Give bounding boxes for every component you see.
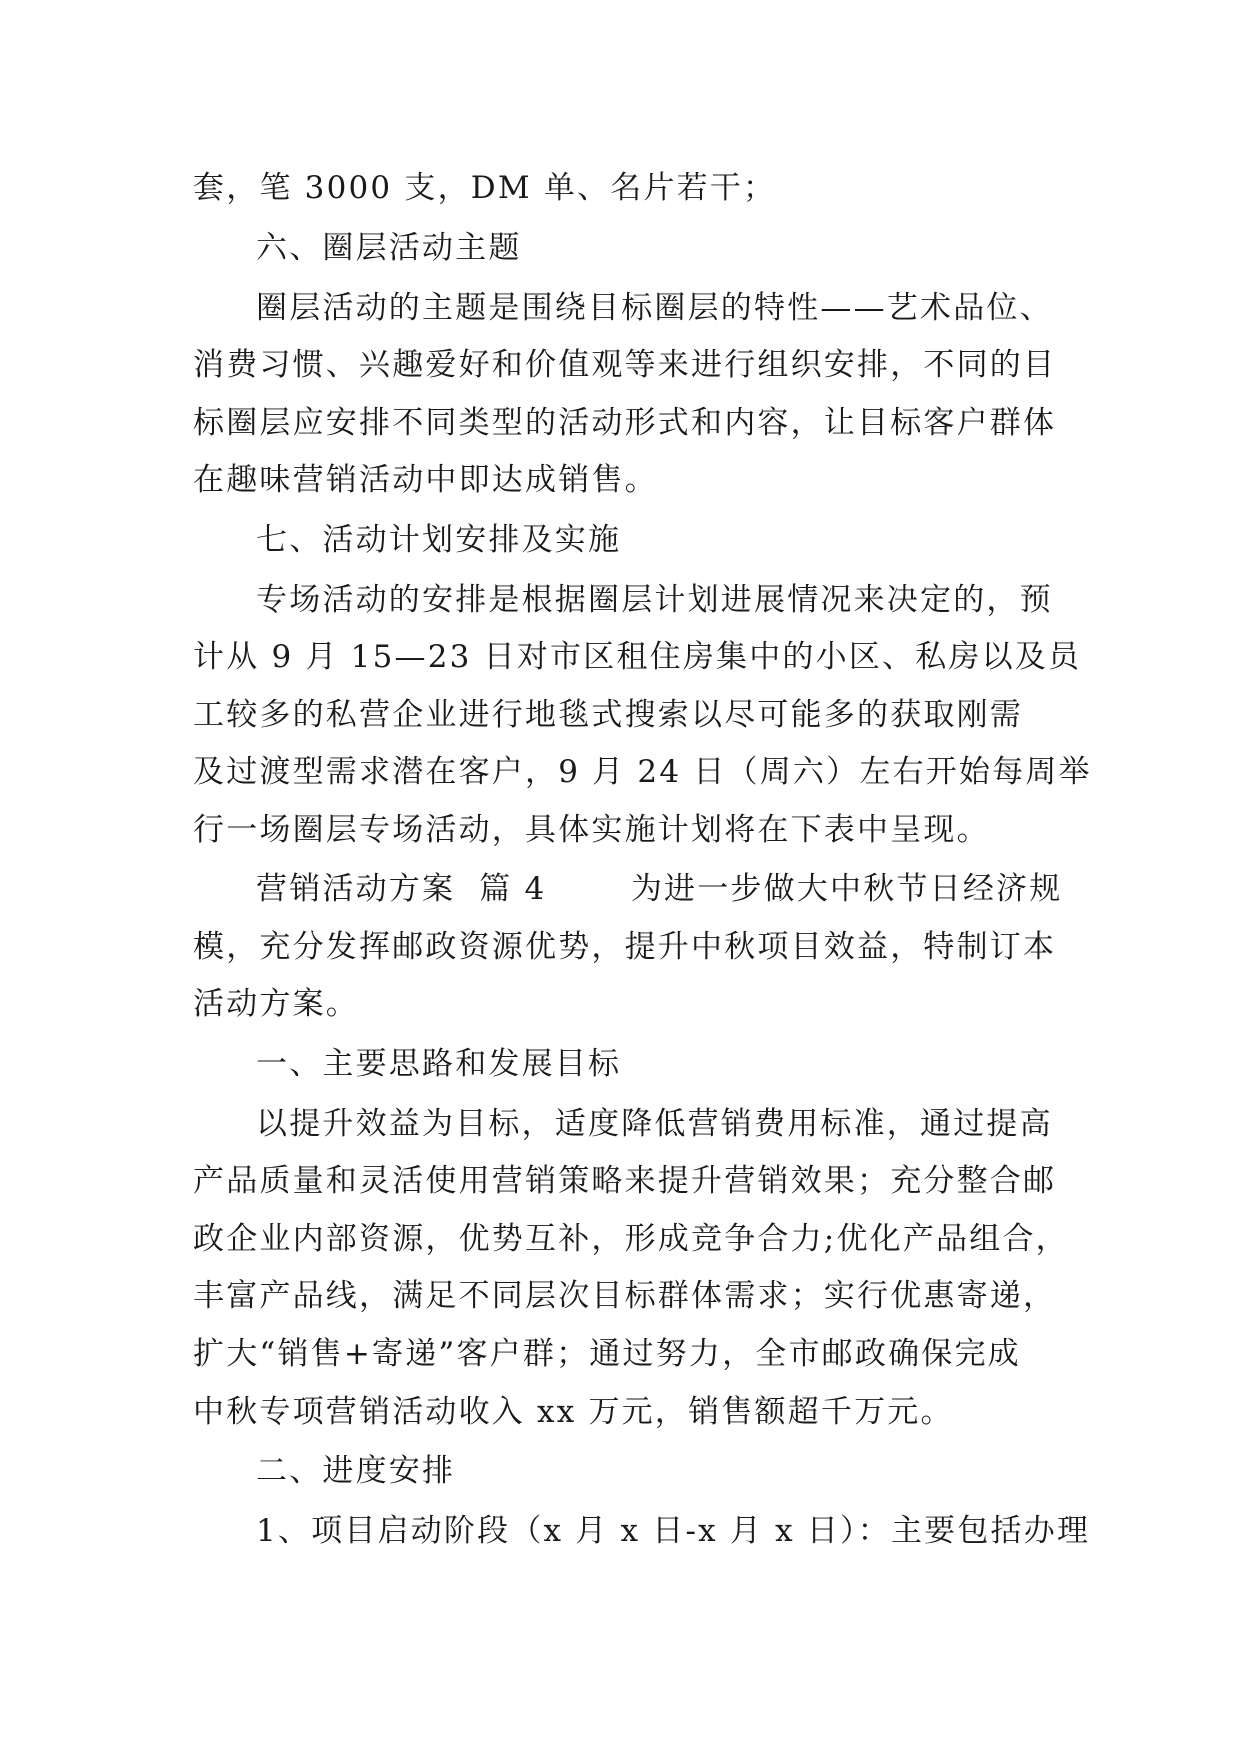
text-line: 营销活动方案 篇 4 为进一步做大中秋节日经济规 — [256, 871, 1063, 907]
text-line: 产品质量和灵活使用营销策略来提升营销效果；充分整合邮 — [193, 1163, 1057, 1199]
text-line: 活动方案。 — [193, 986, 359, 1022]
text-line: 标圈层应安排不同类型的活动形式和内容，让目标客户群体 — [193, 405, 1057, 441]
text-line: 圈层活动的主题是围绕目标圈层的特性——艺术品位、 — [256, 290, 1053, 326]
section-heading: 六、圈层活动主题 — [256, 230, 522, 266]
text-line: 丰富产品线，满足不同层次目标群体需求；实行优惠寄递， — [193, 1278, 1057, 1314]
section-heading: 二、进度安排 — [256, 1453, 456, 1489]
text-line: 工较多的私营企业进行地毯式搜索以尽可能多的获取刚需 — [193, 697, 1023, 733]
text-line: 行一场圈层专场活动，具体实施计划将在下表中呈现。 — [193, 812, 990, 848]
section-heading: 一、主要思路和发展目标 — [256, 1046, 622, 1082]
text-line: 消费习惯、兴趣爱好和价值观等来进行组织安排，不同的目 — [193, 347, 1057, 383]
text-line: 政企业内部资源，优势互补，形成竞争合力;优化产品组合， — [193, 1221, 1069, 1257]
text-line: 套，笔 3000 支，DM 单、名片若干； — [193, 170, 777, 206]
text-line: 中秋专项营销活动收入 xx 万元，销售额超千万元。 — [193, 1394, 954, 1430]
text-line: 及过渡型需求潜在客户，9 月 24 日（周六）左右开始每周举 — [193, 754, 1092, 790]
text-line: 1、项目启动阶段（x 月 x 日-x 月 x 日）：主要包括办理 — [256, 1513, 1091, 1549]
text-line: 在趣味营销活动中即达成销售。 — [193, 462, 658, 498]
text-line: 扩大“销售+寄递”客户群；通过努力，全市邮政确保完成 — [193, 1336, 1021, 1372]
text-line: 模，充分发挥邮政资源优势，提升中秋项目效益，特制订本 — [193, 929, 1057, 965]
text-line: 以提升效益为目标，适度降低营销费用标准，通过提高 — [256, 1106, 1053, 1142]
text-line: 专场活动的安排是根据圈层计划进展情况来决定的，预 — [256, 582, 1053, 618]
text-line: 计从 9 月 15—23 日对市区租住房集中的小区、私房以及员 — [193, 639, 1082, 675]
section-heading: 七、活动计划安排及实施 — [256, 522, 622, 558]
